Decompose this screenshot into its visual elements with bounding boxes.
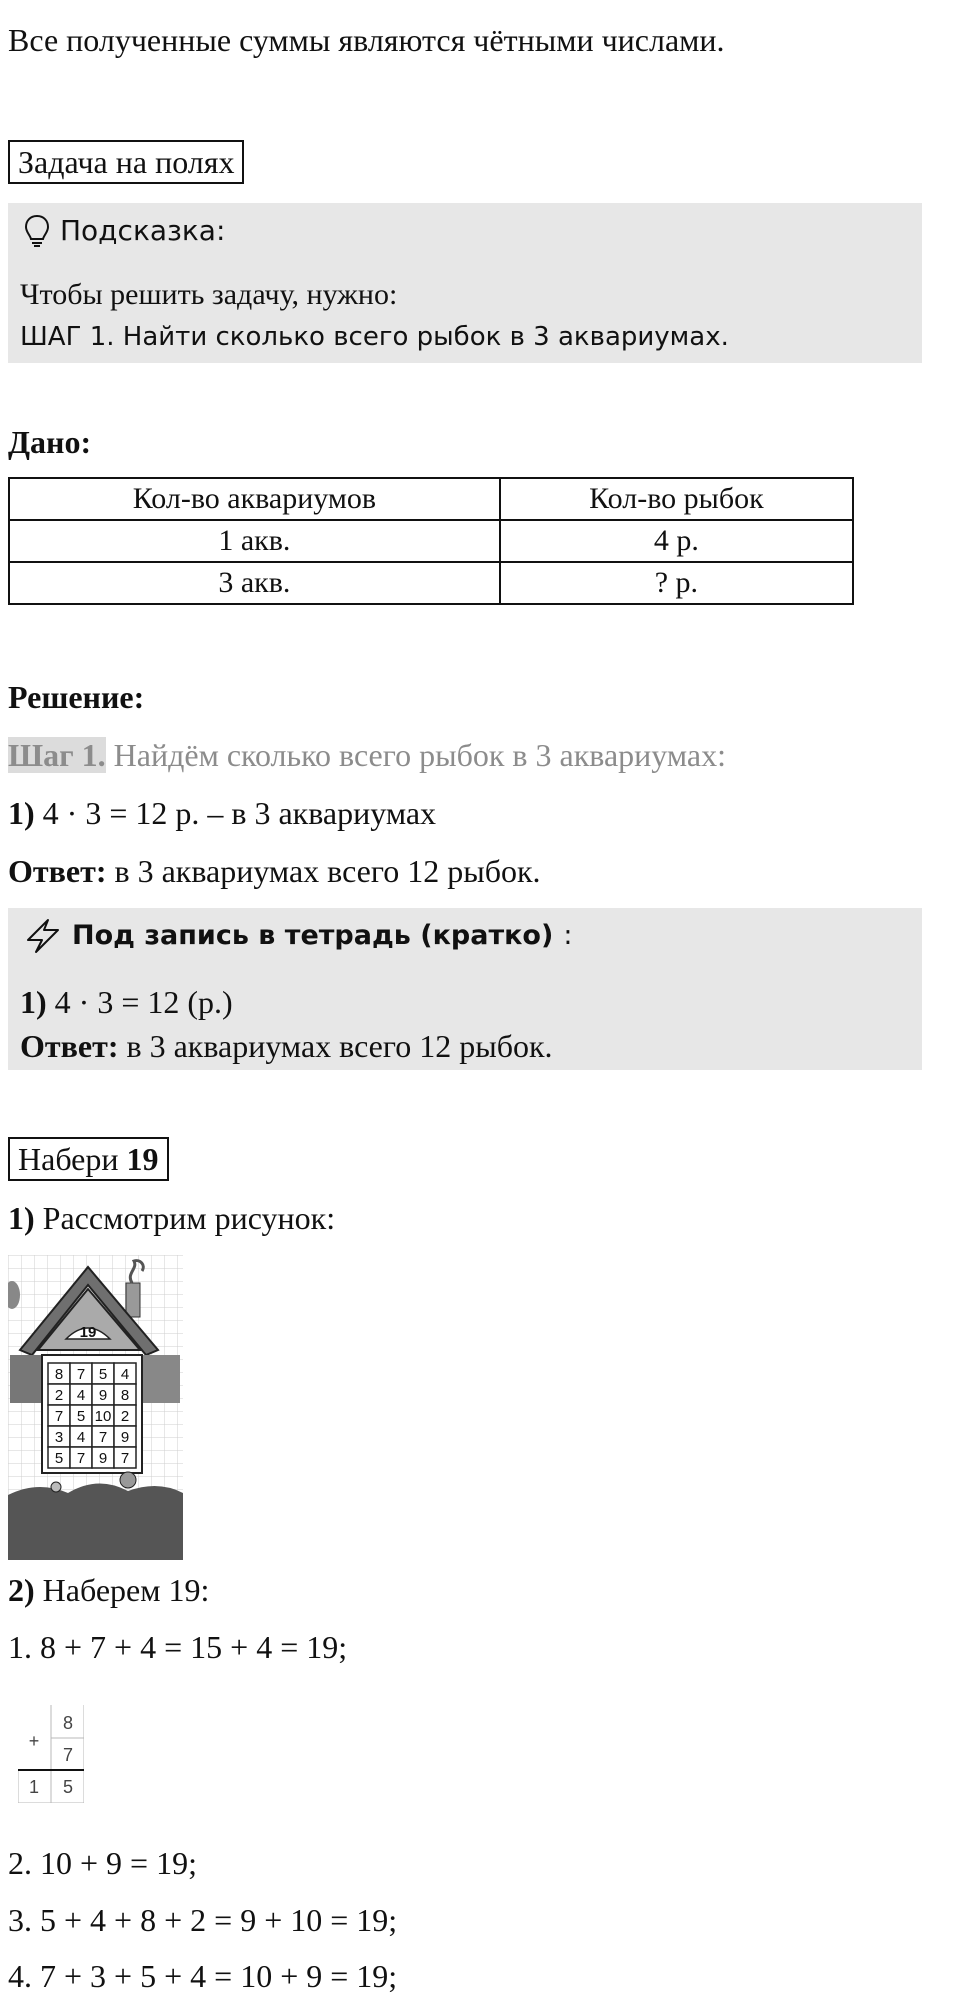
grid-number: 7: [54, 1408, 64, 1425]
roof-number: 19: [79, 1324, 97, 1341]
ground-grass: [8, 1483, 183, 1560]
hint-step-text: Найти сколько всего рыбок в 3 аквариумах.: [114, 322, 729, 352]
table-cell: 3 акв.: [9, 562, 500, 604]
solution-answer-label: Ответ:: [8, 853, 107, 889]
grid-number: 2: [54, 1387, 64, 1404]
notebook-line1-text: 4 · 3 = 12 (р.): [46, 984, 233, 1020]
addend-2: 7: [62, 1745, 74, 1765]
notebook-box: [8, 908, 922, 1070]
grid-number: 10: [94, 1408, 112, 1425]
flower: [51, 1482, 61, 1492]
notebook-line1-num: 1): [20, 984, 47, 1020]
sum-line-3: 3. 5 + 4 + 8 + 2 = 9 + 10 = 19;: [8, 1902, 398, 1938]
look-text: Рассмотрим рисунок:: [34, 1200, 336, 1236]
notebook-title: [24, 918, 572, 954]
collect-text2: Наберем 19:: [34, 1572, 210, 1608]
notebook-line1: [20, 982, 233, 1022]
grid-number: 7: [98, 1429, 108, 1446]
hint-title: [24, 213, 225, 249]
grid-number: 5: [76, 1408, 86, 1425]
grid-number: 8: [120, 1387, 130, 1404]
grid-number: 8: [54, 1366, 64, 1383]
collect-num2: 2): [8, 1572, 35, 1608]
table-header-cell: Кол-во аквариумов: [9, 478, 500, 520]
grid-number: 7: [76, 1366, 86, 1383]
solution-answer-text: в 3 аквариумах всего 12 рыбок.: [106, 853, 541, 889]
column-addition-grid: [18, 1705, 84, 1803]
table-row: [9, 520, 853, 562]
solution-line1: [8, 793, 436, 833]
plus-sign: +: [28, 1731, 40, 1751]
notebook-title-colon: :: [563, 920, 573, 951]
grid-number: 5: [98, 1366, 108, 1383]
solution-step-label: Шаг 1.: [8, 737, 106, 773]
collect-label: [8, 1137, 169, 1181]
given-label: Дано:: [8, 424, 92, 460]
table-cell: 4 р.: [500, 520, 853, 562]
table-header-cell: Кол-во рыбок: [500, 478, 853, 520]
grid-number: 9: [98, 1450, 108, 1467]
solution-step-text: Найдём сколько всего рыбок в 3 аквариумах:: [105, 737, 726, 773]
sum-line-4: 4. 7 + 3 + 5 + 4 = 10 + 9 = 19;: [8, 1958, 398, 1994]
look-line: [8, 1198, 335, 1238]
grid-number: 7: [76, 1450, 86, 1467]
result-tens: 1: [28, 1777, 40, 1797]
table-cell: ? р.: [500, 562, 853, 604]
solution-line1-text: 4 · 3 = 12 р. – в 3 аквариумах: [34, 795, 437, 831]
right-bush: [140, 1355, 180, 1403]
notebook-answer-label: Ответ:: [20, 1028, 119, 1064]
table-cell: 1 акв.: [9, 520, 500, 562]
lightning-icon: [24, 918, 62, 954]
task-label: Задача на полях: [8, 140, 244, 184]
grid-number: 4: [120, 1366, 130, 1383]
lightbulb-icon: [24, 214, 50, 248]
solution-step: [8, 735, 726, 775]
sum-line-1: 1. 8 + 7 + 4 = 15 + 4 = 19;: [8, 1629, 348, 1665]
intro-text: Все полученные суммы являются чётными числами.: [8, 22, 725, 58]
grid-number: 9: [98, 1387, 108, 1404]
sum-line-2: 2. 10 + 9 = 19;: [8, 1845, 197, 1881]
hint-step: [20, 317, 729, 357]
hint-box: [8, 203, 922, 363]
house-picture: [8, 1255, 183, 1560]
grid-number: 5: [54, 1450, 64, 1467]
grid-number: 4: [76, 1429, 86, 1446]
notebook-answer-text: в 3 аквариумах всего 12 рыбок.: [118, 1028, 553, 1064]
grid-number: 7: [120, 1450, 130, 1467]
solution-line1-num: 1): [8, 795, 35, 831]
grid-number: 9: [120, 1429, 130, 1446]
notebook-title-text: Под запись в тетрадь (кратко): [72, 920, 554, 951]
look-num: 1): [8, 1200, 35, 1236]
hint-line1: Чтобы решить задачу, нужно:: [20, 278, 398, 311]
notebook-answer: [20, 1026, 553, 1066]
solution-label: Решение:: [8, 679, 145, 715]
hint-step-label: ШАГ 1.: [20, 322, 115, 352]
number-grid: [48, 1363, 136, 1468]
collect-number: 19: [126, 1141, 159, 1177]
table-row: [9, 562, 853, 604]
chimney: [126, 1283, 140, 1317]
addend-1: 8: [62, 1713, 74, 1733]
hint-title-text: Подсказка:: [60, 214, 226, 247]
collect-label-text: Набери: [18, 1141, 127, 1177]
left-bush: [10, 1355, 46, 1403]
grid-number: 3: [54, 1429, 64, 1446]
grid-number: 2: [120, 1408, 130, 1425]
column-addition: [18, 1705, 84, 1803]
mushroom: [120, 1472, 136, 1488]
grid-number: 4: [76, 1387, 86, 1404]
table-header-row: [9, 478, 853, 520]
result-ones: 5: [62, 1777, 74, 1797]
solution-answer: [8, 851, 541, 891]
collect-line2: [8, 1570, 209, 1610]
given-table: [8, 477, 854, 605]
